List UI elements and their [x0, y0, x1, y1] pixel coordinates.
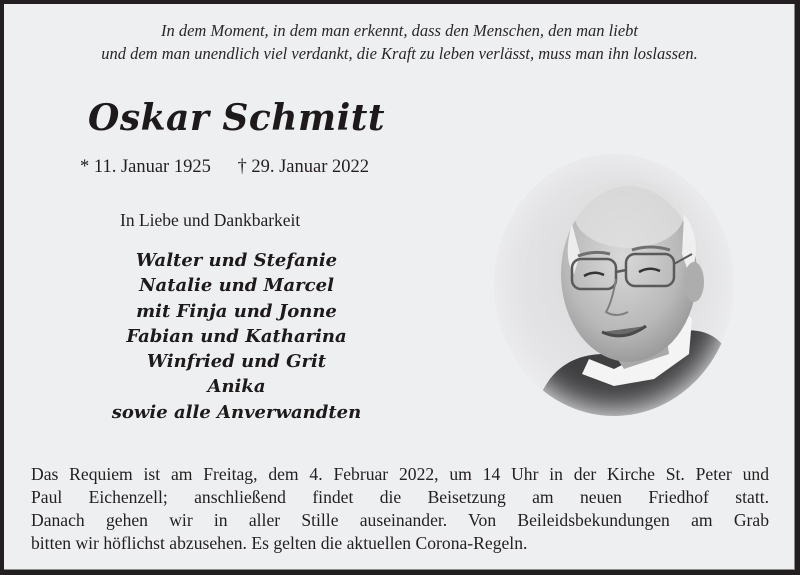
mourner-entry: Winfried und Grit: [146, 351, 327, 373]
mourner-entry: Natalie und Marcel: [139, 275, 334, 297]
obituary-notice: [4, 4, 795, 570]
deceased-name: Oskar Schmitt: [87, 97, 385, 139]
portrait-photo: [494, 154, 734, 416]
service-line: Danach gehen wir in aller Stille auseinander. Von Beileidsbekundungen am Grab: [31, 510, 769, 530]
service-line: Das Requiem ist am Freitag, dem 4. Februar 2022, um 14 Uhr in der Kirche St. Peter und: [31, 464, 769, 484]
motto-line: und dem man unendlich viel verdankt, die Kraft zu leben verlässt, muss man ihn loslassen.: [101, 44, 698, 63]
death-date: † 29. Januar 2022: [237, 157, 370, 177]
mourner-entry: mit Finja und Jonne: [136, 300, 337, 322]
service-line: bitten wir höflichst abzusehen. Es gelten die aktuellen Corona-Regeln.: [31, 533, 528, 553]
mourners-list: [64, 248, 409, 425]
thanks-line: In Liebe und Dankbarkeit: [120, 210, 301, 230]
mourner-entry: Fabian und Katharina: [126, 325, 347, 347]
motto-quote: [4, 19, 795, 65]
mourner-entry: sowie alle Anverwandten: [111, 401, 362, 423]
service-line: Paul Eichenzell; anschließend findet die Beisetzung am neuen Friedhof statt.: [31, 487, 769, 507]
mourner-entry: Anika: [207, 376, 266, 398]
life-dates: [80, 155, 410, 179]
birth-date: * 11. Januar 1925: [80, 157, 211, 177]
mourner-entry: Walter und Stefanie: [135, 250, 338, 271]
portrait-illustration: [494, 154, 734, 416]
motto-line: In dem Moment, in dem man erkennt, dass den Menschen, den man liebt: [160, 21, 638, 40]
service-details: [31, 463, 769, 555]
